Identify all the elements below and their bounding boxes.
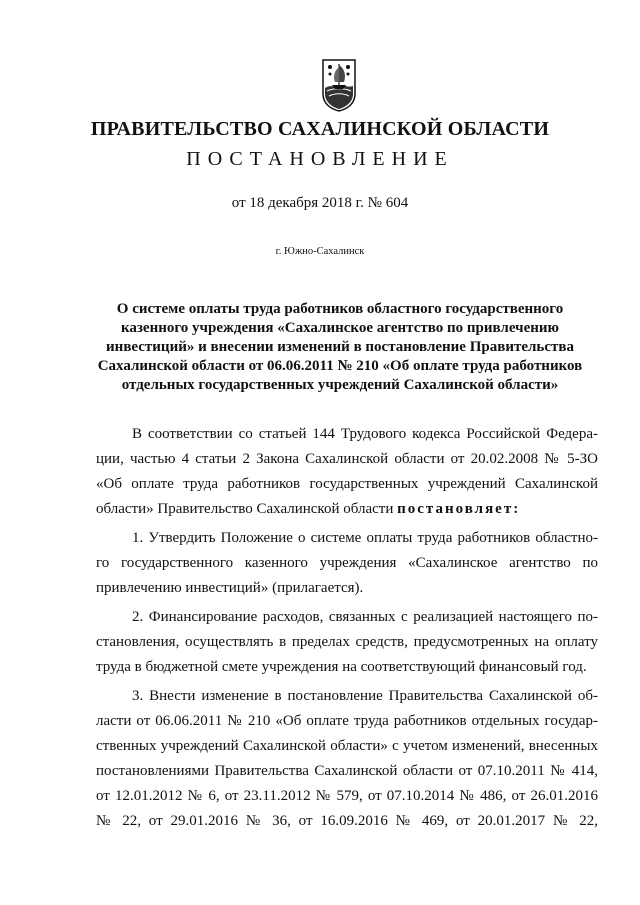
coat-of-arms-icon	[321, 58, 357, 112]
body-line: 1. Утвердить Положение о системе оплаты труда работников областно-	[132, 530, 598, 546]
document-body	[96, 422, 598, 834]
document-date-number: от 18 декабря 2018 г. № 604	[231, 195, 409, 211]
organization-name: ПРАВИТЕЛЬСТВО САХАЛИНСКОЙ ОБЛАСТИ	[90, 118, 550, 140]
body-line: привлечению инвестиций» (прилагается).	[96, 580, 364, 596]
preamble-end: области» Правительство Сахалинской области	[96, 501, 394, 517]
body-line: ственных учреждений Сахалинской области» с учетом изменений, внесенных	[96, 738, 598, 754]
title-line: казенного учреждения «Сахалинское агентство по привлечению	[120, 320, 559, 336]
body-line: ции, частью 4 статьи 2 Закона Сахалинской области от 20.02.2008 № 5-ЗО	[96, 451, 598, 467]
body-line: 2. Финансирование расходов, связанных с реализацией настоящего по-	[132, 609, 598, 625]
body-line: В соответствии со статьей 144 Трудового кодекса Российской Федера-	[132, 426, 598, 442]
title-line: Сахалинской области от 06.06.2011 № 210 «Об оплате труда работников	[97, 358, 583, 374]
body-line	[96, 497, 598, 522]
body-line: от 12.01.2012 № 6, от 23.11.2012 № 579, от 07.10.2014 № 486, от 26.01.2016	[96, 788, 598, 804]
body-line: становления, осуществлять в пределах средств, предусмотренных на оплату	[96, 634, 598, 650]
decree-word: постановляет:	[397, 501, 521, 517]
body-line: 3. Внести изменение в постановление Правительства Сахалинской об-	[132, 688, 598, 704]
body-line: «Об оплате труда работников государственных учреждений Сахалинской	[96, 476, 598, 492]
body-line: труда в бюджетной смете учреждения на соответствующий финансовый год.	[96, 659, 587, 675]
title-line: инвестиций» и внесении изменений в постановление Правительства	[106, 339, 574, 355]
document-title	[95, 300, 585, 395]
body-line: № 22, от 29.01.2016 № 36, от 16.09.2016 № 469, от 20.01.2017 № 22,	[96, 813, 598, 829]
body-line: ласти от 06.06.2011 № 210 «Об оплате труда работников отдельных государ-	[96, 713, 598, 729]
title-line: отдельных государственных учреждений Сахалинской области»	[121, 377, 559, 393]
body-line: постановлениями Правительства Сахалинской области от 07.10.2011 № 414,	[96, 763, 598, 779]
document-city: г. Южно-Сахалинск	[275, 246, 365, 257]
title-line: О системе оплаты труда работников областного государственного	[116, 301, 564, 317]
document-type: ПОСТАНОВЛЕНИЕ	[186, 148, 454, 170]
body-line: го государственного казенного учреждения «Сахалинское агентство по	[96, 555, 598, 571]
